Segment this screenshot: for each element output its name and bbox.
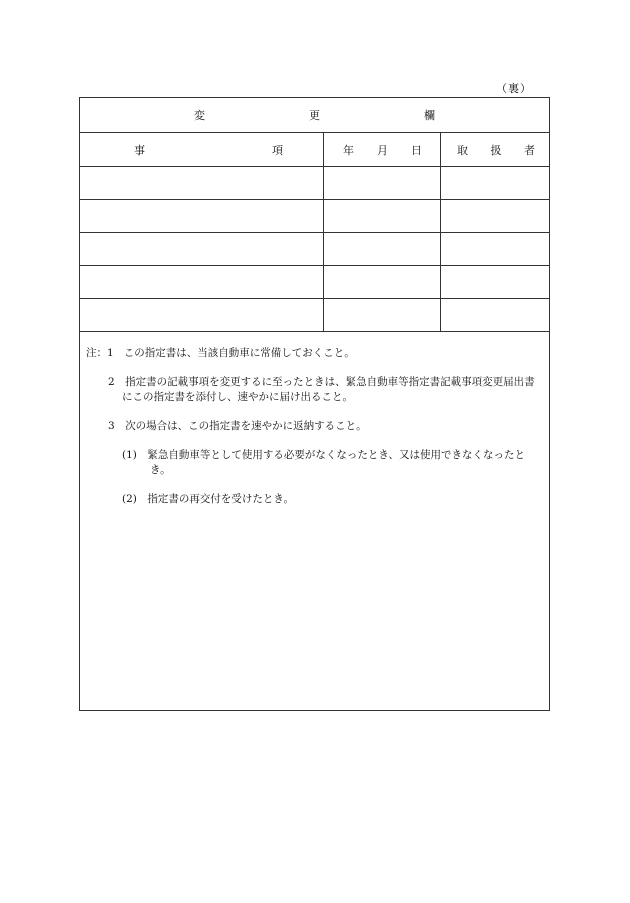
change-table <box>80 133 549 332</box>
header-char: 者 <box>524 143 535 157</box>
sub-note-text: 緊急自動車等として使用する必要がなくなったとき、又は使用できなくなったとき。 <box>147 449 525 476</box>
form-title-char: 更 <box>309 109 372 122</box>
note-1 <box>86 346 541 361</box>
sub-note-number: (1) <box>122 449 137 461</box>
note-3-sub-1 <box>86 448 541 478</box>
row-handler-cell[interactable] <box>441 233 549 266</box>
note-number: 3 <box>108 420 115 432</box>
header-char: 日 <box>411 143 422 157</box>
column-header-handler <box>441 133 549 167</box>
note-prefix: 注：1 <box>86 347 114 359</box>
note-3 <box>86 419 541 434</box>
row-item-cell[interactable] <box>80 200 324 233</box>
row-date-cell[interactable] <box>324 233 441 266</box>
header-char: 取 <box>457 143 468 157</box>
page-side-label: （裏） <box>496 82 532 95</box>
note-text: 次の場合は、この指定書を速やかに返納すること。 <box>125 420 367 432</box>
note-number: 2 <box>108 376 115 388</box>
header-char: 月 <box>377 143 388 157</box>
note-2 <box>86 375 541 405</box>
row-item-cell[interactable] <box>80 233 324 266</box>
column-header-date <box>324 133 441 167</box>
note-3-sub-2 <box>86 492 541 507</box>
note-text: この指定書は、当該自動車に常備しておくこと。 <box>123 347 355 359</box>
column-header-item <box>80 133 324 167</box>
sub-note-number: (2) <box>122 493 137 505</box>
header-char: 項 <box>272 143 283 157</box>
row-item-cell[interactable] <box>80 167 324 200</box>
form-title-char: 欄 <box>424 109 487 122</box>
notes-section <box>80 332 549 507</box>
form-title <box>80 98 549 133</box>
note-text: 指定書の記載事項を変更するに至ったときは、緊急自動車等指定書記載事項変更届出書にこの指定書を添付し、速やかに届け出ること。 <box>122 376 535 403</box>
row-handler-cell[interactable] <box>441 167 549 200</box>
row-item-cell[interactable] <box>80 266 324 299</box>
row-date-cell[interactable] <box>324 200 441 233</box>
form-title-char: 変 <box>194 109 257 122</box>
change-record-form <box>79 97 550 711</box>
row-date-cell[interactable] <box>324 167 441 200</box>
row-date-cell[interactable] <box>324 299 441 332</box>
row-handler-cell[interactable] <box>441 200 549 233</box>
row-handler-cell[interactable] <box>441 299 549 332</box>
header-char: 年 <box>343 143 354 157</box>
header-char: 扱 <box>490 143 502 157</box>
row-handler-cell[interactable] <box>441 266 549 299</box>
header-char: 事 <box>134 143 145 157</box>
row-date-cell[interactable] <box>324 266 441 299</box>
row-item-cell[interactable] <box>80 299 324 332</box>
sub-note-text: 指定書の再交付を受けたとき。 <box>147 493 294 505</box>
